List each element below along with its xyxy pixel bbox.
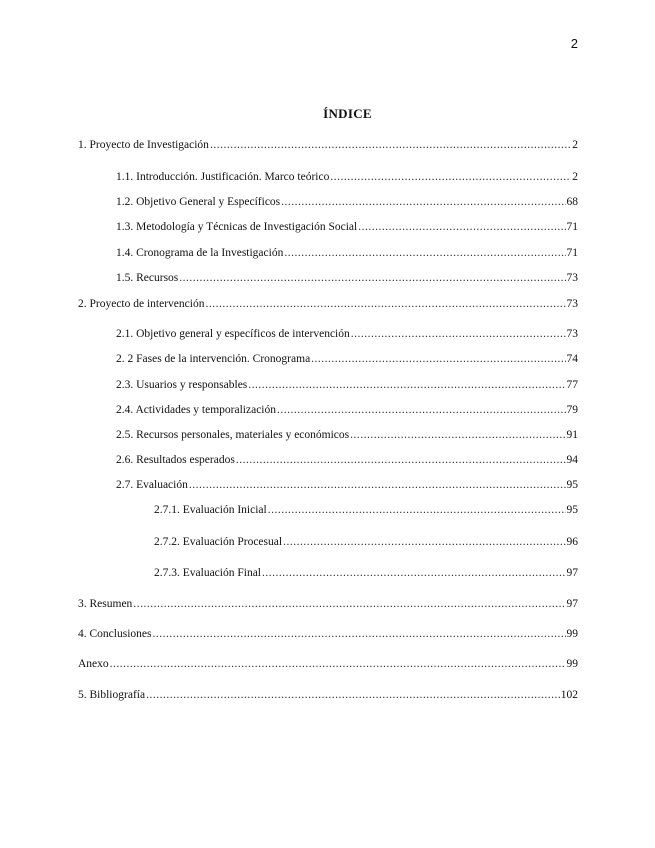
toc-entry-page: 73: [566, 328, 578, 340]
toc-entry[interactable]: [116, 351, 578, 367]
toc-entry-label: 2.7.1. Evaluación Inicial: [154, 504, 267, 516]
toc-entry-label: 1.3. Metodología y Técnicas de Investigación Social: [116, 221, 358, 233]
toc-entry[interactable]: [154, 502, 578, 518]
toc-entry-label: 5. Bibliografía: [78, 689, 146, 701]
toc-entry-label: 2.7.3. Evaluación Final: [154, 567, 261, 579]
toc-entry-label: 2.7.2. Evaluación Procesual: [154, 536, 283, 548]
toc-entry-page: 71: [566, 247, 578, 259]
toc-entry-page: 73: [566, 298, 578, 310]
toc-entry-page: 79: [566, 404, 578, 416]
toc-entry-label: 2.4. Actividades y temporalización: [116, 404, 276, 416]
toc-entry-page: 102: [560, 689, 578, 701]
toc-leader-dots: [351, 326, 566, 342]
toc-entry[interactable]: [116, 194, 578, 210]
toc-entry-page: 95: [566, 479, 578, 491]
toc-entry-page: 71: [566, 221, 578, 233]
toc-leader-dots: [281, 194, 565, 210]
toc-entry-label: 1.2. Objetivo General y Específicos: [116, 196, 281, 208]
toc-entry-page: 97: [566, 567, 578, 579]
toc-entry-label: 1.4. Cronograma de la Investigación: [116, 247, 284, 259]
toc-entry-label: 2.5. Recursos personales, materiales y económicos: [116, 429, 350, 441]
toc-entry-label: 1.1. Introducción. Justificación. Marco teórico: [116, 171, 330, 183]
toc-leader-dots: [268, 502, 566, 518]
toc-leader-dots: [277, 402, 566, 418]
toc-leader-dots: [311, 351, 565, 367]
toc-entry-label: 2.1. Objetivo general y específicos de intervención: [116, 328, 350, 340]
toc-leader-dots: [236, 452, 566, 468]
toc-entry-page: 95: [566, 504, 578, 516]
toc-entry-label: 3. Resumen: [78, 598, 133, 610]
toc-leader-dots: [205, 296, 565, 312]
toc-entry[interactable]: [78, 296, 578, 312]
toc-entry[interactable]: [116, 270, 578, 286]
toc-leader-dots: [350, 427, 565, 443]
toc-title: ÍNDICE: [323, 106, 372, 121]
toc-entry-page: 2: [572, 171, 578, 183]
toc-entry-page: 99: [566, 658, 578, 670]
toc-entry[interactable]: [116, 477, 578, 493]
toc-entry[interactable]: [116, 402, 578, 418]
toc-leader-dots: [179, 270, 565, 286]
toc-entry[interactable]: [154, 565, 578, 581]
toc-entry[interactable]: [116, 219, 578, 235]
toc-entry[interactable]: [116, 452, 578, 468]
toc-entry[interactable]: [116, 427, 578, 443]
toc-entry-label: 1.5. Recursos: [116, 272, 179, 284]
toc-entry[interactable]: [78, 626, 578, 642]
toc-leader-dots: [284, 245, 565, 261]
toc-leader-dots: [152, 626, 565, 642]
toc-entry[interactable]: [78, 137, 578, 153]
toc-entry-page: 91: [566, 429, 578, 441]
toc-entry-label: Anexo: [78, 658, 109, 670]
toc-entry[interactable]: [116, 377, 578, 393]
toc-entry[interactable]: [78, 656, 578, 672]
toc-entry[interactable]: [154, 534, 578, 550]
toc-leader-dots: [283, 534, 565, 550]
toc-entry-label: 2. Proyecto de intervención: [78, 298, 205, 310]
toc-leader-dots: [210, 137, 571, 153]
toc-entry-label: 2.6. Resultados esperados: [116, 454, 235, 466]
toc-entry[interactable]: [78, 596, 578, 612]
toc-entry[interactable]: [116, 326, 578, 342]
toc-entry[interactable]: [78, 687, 578, 703]
toc-entry-label: 2.3. Usuarios y responsables: [116, 379, 248, 391]
toc-entry-label: 1. Proyecto de Investigación: [78, 139, 209, 151]
toc-leader-dots: [146, 687, 560, 703]
toc-leader-dots: [248, 377, 565, 393]
toc-entry-page: 97: [566, 598, 578, 610]
page-number: 2: [570, 36, 578, 51]
toc-entry-page: 99: [566, 628, 578, 640]
toc-entry-label: 4. Conclusiones: [78, 628, 152, 640]
toc-entry-page: 94: [566, 454, 578, 466]
toc-entry-page: 96: [566, 536, 578, 548]
toc-entry-page: 77: [566, 379, 578, 391]
toc-leader-dots: [358, 219, 565, 235]
toc-entry-label: 2.7. Evaluación: [116, 479, 188, 491]
toc-entry-page: 68: [566, 196, 578, 208]
toc-leader-dots: [189, 477, 566, 493]
toc-leader-dots: [330, 169, 571, 185]
toc-entry-label: 2. 2 Fases de la intervención. Cronograma: [116, 353, 311, 365]
toc-leader-dots: [262, 565, 566, 581]
toc-entry-page: 73: [566, 272, 578, 284]
toc-entry[interactable]: [116, 169, 578, 185]
toc-entry-page: 74: [566, 353, 578, 365]
toc-leader-dots: [133, 596, 565, 612]
toc-entry-page: 2: [572, 139, 578, 151]
toc-entry[interactable]: [116, 245, 578, 261]
toc-leader-dots: [110, 656, 566, 672]
